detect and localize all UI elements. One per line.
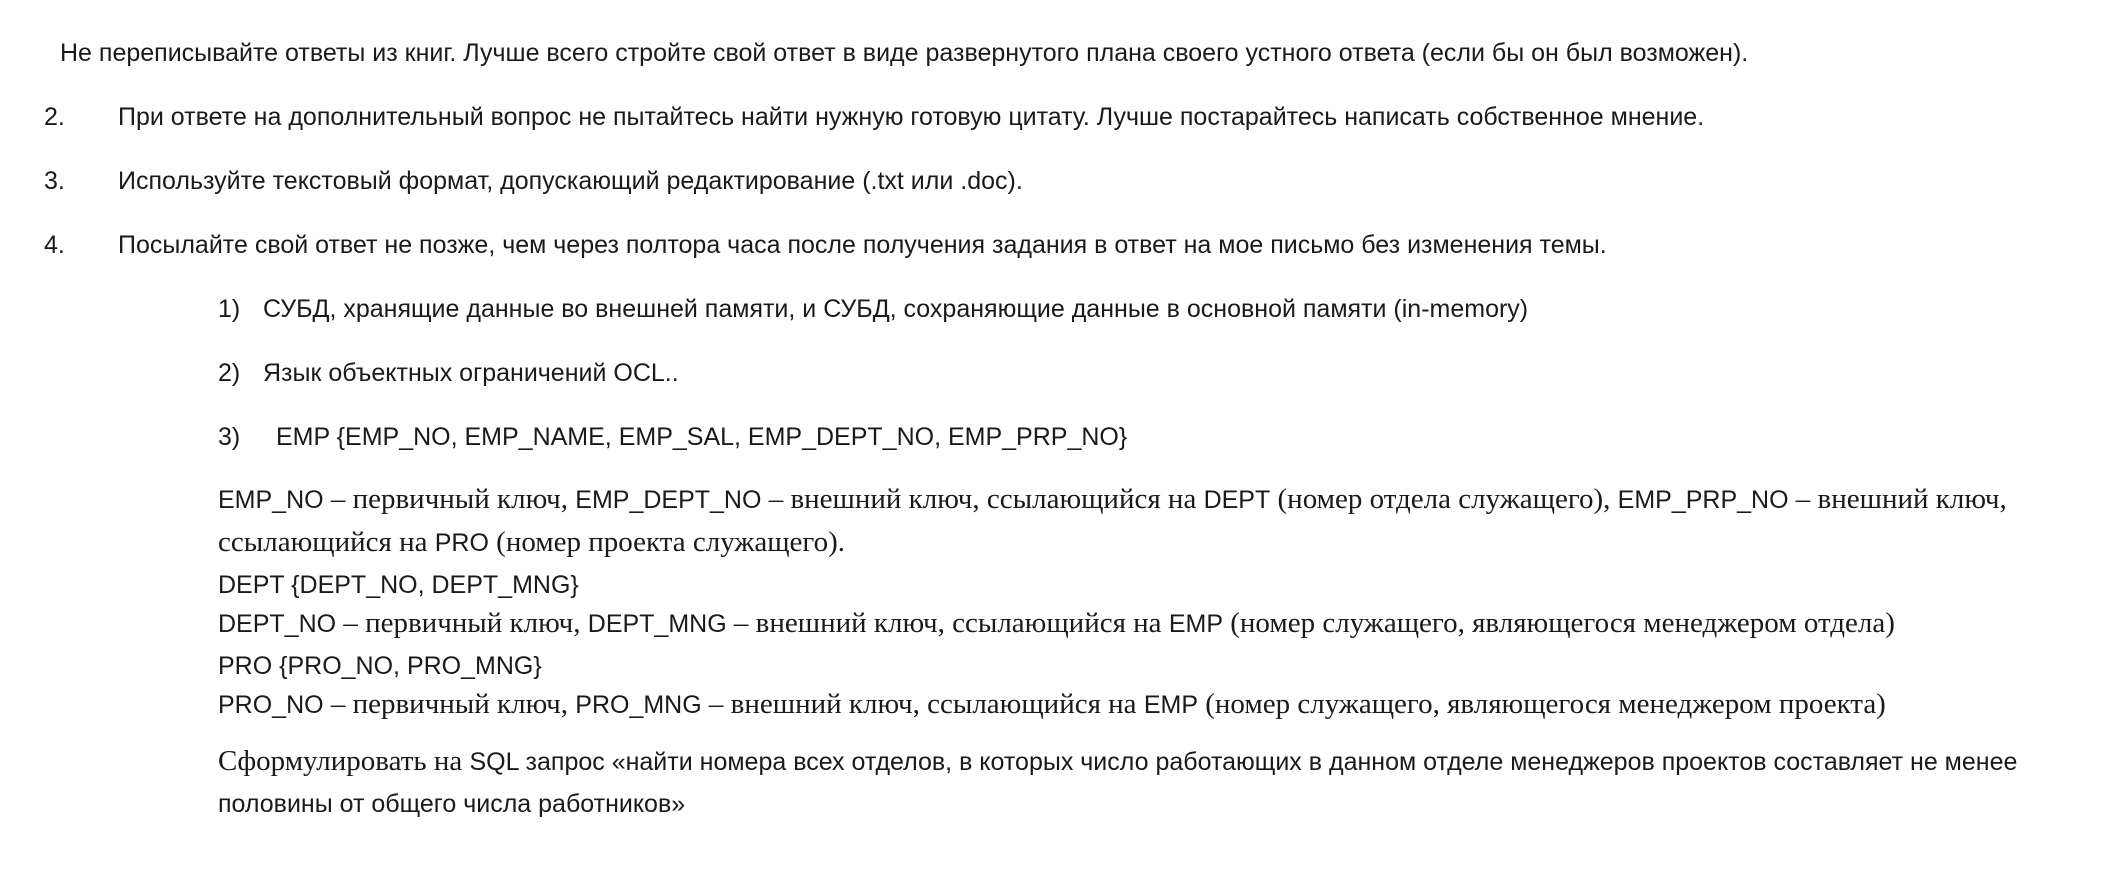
description-text: – первичный ключ, [323,688,576,720]
key-name: PRO_NO [218,691,324,719]
dept-description [218,604,2098,647]
key-name: PRO_MNG [575,691,702,719]
rule-number: 3. [44,167,65,195]
pro-description [218,685,2098,728]
rule-number: 4. [44,231,65,259]
dept-definition: DEPT {DEPT_NO, DEPT_MNG} [218,571,579,599]
question-number: 1) [218,295,241,323]
description-text: (номер отдела служащего), [1270,483,1618,515]
key-name: PRO [434,529,489,557]
key-name: EMP [1143,691,1198,719]
description-text: – первичный ключ, [323,483,576,515]
rule-item [44,102,1704,132]
question-item [218,358,679,388]
description-text: – первичный ключ, [336,607,588,639]
rule-number: 2. [44,103,65,131]
description-text: (номер служащего, являющегося менеджером проекта) [1198,688,1886,720]
key-name: EMP_NO [218,486,324,514]
question-item [218,294,1528,324]
key-name: DEPT [1203,486,1271,514]
description-text: – внешний ключ, ссылающийся на [701,688,1144,720]
key-name: DEPT_MNG [587,610,727,638]
description-text: – внешний ключ, ссылающийся на [726,607,1169,639]
task-sql: SQL [469,748,519,776]
rule-text: При ответе на дополнительный вопрос не пытайтесь найти нужную готовую цитату. Лучше постарайтесь написать собственное мнение. [118,103,1705,131]
rule-text: Посылайте свой ответ не позже, чем через полтора часа после получения задания в ответ на мое письмо без изменения темы. [118,231,1607,259]
task-query: запрос «найти номера всех отделов, в которых число работающих в данном отделе менеджеров проектов составляет не менее половины от общего числа работников» [218,748,2018,818]
description-text: (номер служащего, являющегося менеджером отдела) [1223,607,1895,639]
question-number: 2) [218,359,241,387]
intro-paragraph: Не переписывайте ответы из книг. Лучше всего стройте свой ответ в виде развернутого плана своего устного ответа (если бы он был возможен). [60,39,1749,67]
description-text: – внешний ключ, ссылающийся на [218,483,2007,558]
emp-description [218,480,2098,566]
rule-item [44,230,1607,260]
pro-definition: PRO {PRO_NO, PRO_MNG} [218,652,542,680]
question-text: Язык объектных ограничений OCL.. [263,359,679,387]
rule-text: Используйте текстовый формат, допускающий редактирование (.txt или .doc). [118,167,1023,195]
task-lead: Сформулировать на [218,745,470,777]
question-number: 3) [218,423,241,451]
key-name: EMP [1168,610,1223,638]
description-text: – внешний ключ, ссылающийся на [761,483,1204,515]
task-statement [218,740,2098,829]
rule-item [44,166,1023,196]
schema-description [218,480,2098,728]
key-name: EMP_DEPT_NO [575,486,762,514]
key-name: EMP_PRP_NO [1617,486,1789,514]
question-text: EMP {EMP_NO, EMP_NAME, EMP_SAL, EMP_DEPT_NO, EMP_PRP_NO} [276,423,1128,451]
question-item [218,422,1127,452]
description-text: (номер проекта служащего). [488,526,846,558]
question-text: СУБД, хранящие данные во внешней памяти, и СУБД, сохраняющие данные в основной памяти (in-memory) [263,295,1529,323]
key-name: DEPT_NO [218,610,337,638]
